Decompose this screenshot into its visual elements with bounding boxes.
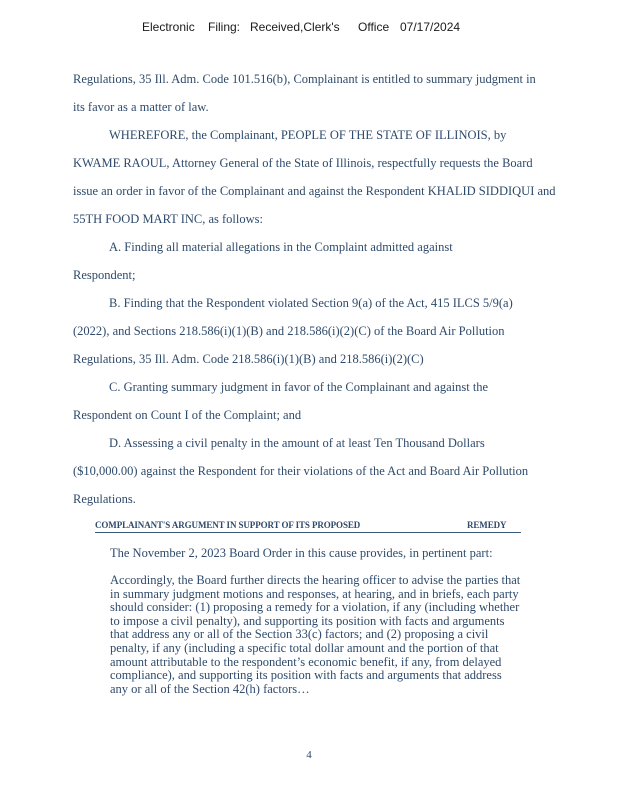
body-line: ($10,000.00) against the Respondent for their violations of the Act and Board Air Pollution bbox=[73, 464, 529, 478]
header-filing: Filing: bbox=[208, 20, 241, 34]
quote-line: amount attributable to the respondent’s economic benefit, if any, from delayed bbox=[110, 654, 502, 669]
header-office: Office bbox=[358, 20, 390, 34]
list-item-a: A. Finding all material allegations in the Complaint admitted against bbox=[109, 240, 453, 254]
list-item-d: D. Assessing a civil penalty in the amount of at least Ten Thousand Dollars bbox=[109, 436, 485, 450]
quote-line: any or all of the Section 42(h) factors… bbox=[110, 681, 310, 696]
quote-line: to impose a civil penalty), and supporting its position with facts and arguments bbox=[110, 613, 505, 628]
block-quote bbox=[110, 574, 560, 696]
body-line: WHEREFORE, the Complainant, PEOPLE OF THE STATE OF ILLINOIS, by bbox=[109, 128, 507, 142]
quote-line: in summary judgment motions and responses, at hearing, and in briefs, each party bbox=[110, 586, 519, 601]
list-item-b: B. Finding that the Respondent violated Section 9(a) of the Act, 415 ILCS 5/9(a) bbox=[109, 296, 513, 310]
body-line: Regulations, 35 Ill. Adm. Code 218.586(i)(1)(B) and 218.586(i)(2)(C) bbox=[73, 352, 424, 366]
quote-line: Accordingly, the Board further directs the hearing officer to advise the parties that bbox=[110, 573, 521, 587]
body-line: Respondent; bbox=[73, 268, 136, 282]
body-line: issue an order in favor of the Complainant and against the Respondent KHALID SIDDIQUI and bbox=[73, 184, 556, 198]
header-received: Received,Clerk's bbox=[250, 20, 340, 34]
header-electronic: Electronic bbox=[142, 20, 195, 34]
body-line: its favor as a matter of law. bbox=[73, 100, 209, 114]
quote-line: that address any or all of the Section 33(c) factors; and (2) proposing a civil bbox=[110, 627, 489, 642]
body-line: KWAME RAOUL, Attorney General of the State of Illinois, respectfully requests the Board bbox=[73, 156, 533, 170]
section-heading bbox=[95, 520, 521, 533]
section-heading-right: REMEDY bbox=[467, 520, 507, 530]
quote-line: compliance), and supporting its position with facts and arguments that address bbox=[110, 668, 502, 683]
body-line: 55TH FOOD MART INC, as follows: bbox=[73, 212, 263, 226]
page-number: 4 bbox=[306, 749, 312, 761]
quote-line: penalty, if any (including a specific total dollar amount and the portion of that bbox=[110, 640, 499, 655]
body-line: Regulations. bbox=[73, 492, 136, 506]
body-line: Regulations, 35 Ill. Adm. Code 101.516(b), Complainant is entitled to summary judgment in bbox=[73, 72, 536, 86]
list-item-c: C. Granting summary judgment in favor of the Complainant and against the bbox=[109, 380, 489, 394]
quote-line: should consider: (1) proposing a remedy for a violation, if any (including whether bbox=[110, 600, 520, 615]
section-heading-left: COMPLAINANT'S ARGUMENT IN SUPPORT OF ITS PROPOSED bbox=[95, 520, 361, 530]
quote-intro: The November 2, 2023 Board Order in this cause provides, in pertinent part: bbox=[110, 546, 493, 560]
body-line: (2022), and Sections 218.586(i)(1)(B) and 218.586(i)(2)(C) of the Board Air Pollution bbox=[73, 324, 505, 338]
header-date: 07/17/2024 bbox=[400, 20, 461, 34]
body-line: Respondent on Count I of the Complaint; and bbox=[73, 408, 302, 422]
